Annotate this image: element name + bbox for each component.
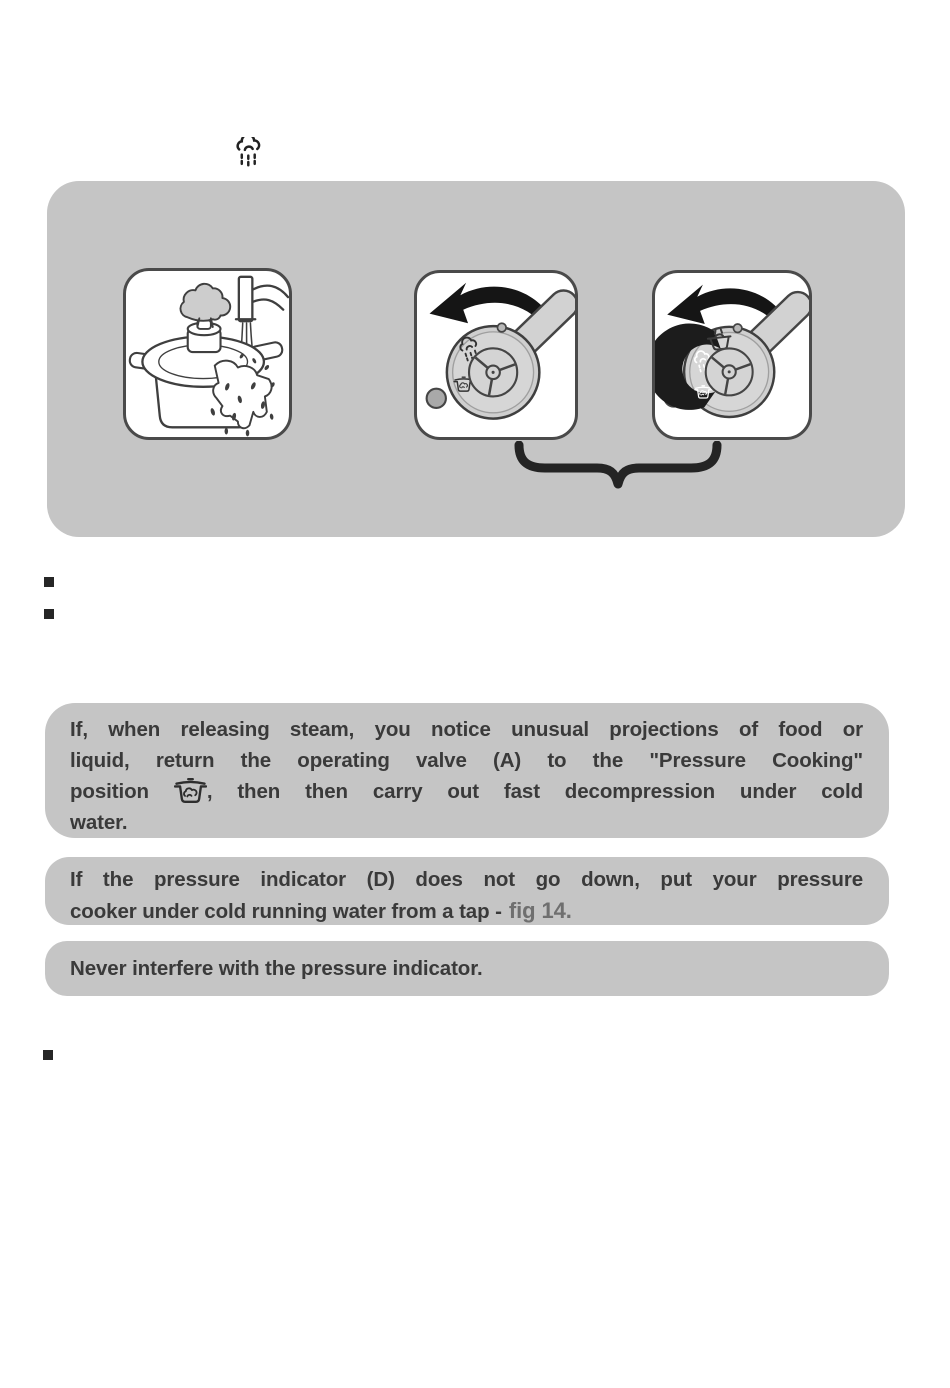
figure-reference: fig 14. [508, 898, 572, 923]
note-line [70, 714, 863, 745]
note-text: If the pressure indicator (D) does not go down, put your pressure [70, 868, 863, 891]
note-text: Never interfere with the pressure indicator. [70, 957, 483, 980]
note-text: liquid, return the operating valve (A) to the "Pressure Cooking" [70, 749, 863, 772]
note-text: position [70, 780, 149, 803]
note-text: If, when releasing steam, you notice unusual projections of food or [70, 718, 863, 741]
note-text: cooker under cold running water from a tap - [70, 900, 502, 923]
note-text: , then then carry out fast decompression under cold [206, 780, 863, 803]
operating-valve-turn-counterclockwise-illustration [414, 270, 578, 440]
pressure-cooker-under-running-water-illustration [123, 268, 292, 440]
pressure-cooking-pot-icon [174, 776, 207, 805]
operating-valve-turn-counterclockwise-sector-illustration [652, 270, 812, 440]
grouping-underbrace [512, 441, 724, 491]
bullet-marker [44, 577, 54, 587]
note-line [70, 745, 863, 776]
note-line [70, 953, 863, 984]
note-line [70, 776, 863, 807]
bullet-marker [43, 1050, 53, 1060]
note-box-pressure-indicator [45, 857, 889, 925]
note-box-projections [45, 703, 889, 838]
note-line [70, 895, 863, 927]
bullet-marker [44, 609, 54, 619]
note-line [70, 864, 863, 895]
steam-release-icon [235, 137, 262, 168]
note-text: water. [70, 811, 128, 834]
note-box-never-interfere [45, 941, 889, 996]
note-line [70, 807, 863, 838]
